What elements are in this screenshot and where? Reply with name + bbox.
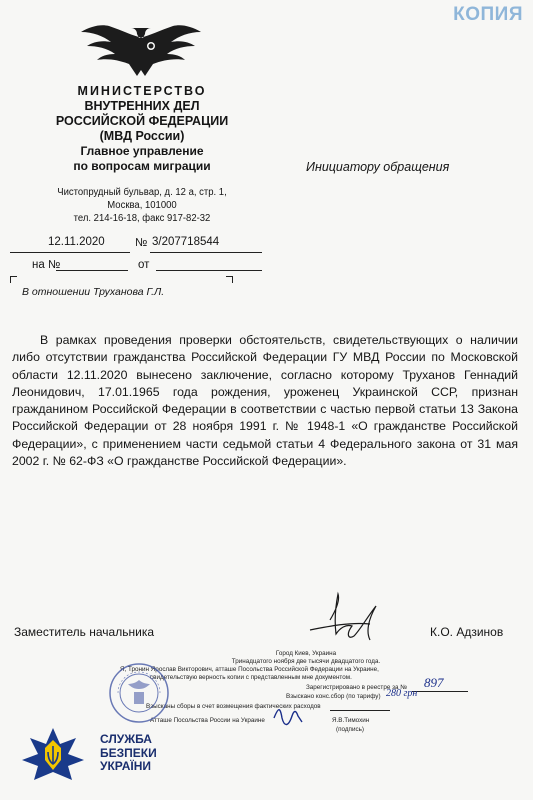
number-label: № [135,237,148,249]
eagle-emblem-icon [76,22,226,78]
document-number: 3/207718544 [152,236,220,248]
ministry-line: (МВД России) [99,129,185,143]
ministry-line: МИНИСТЕРСТВО [77,84,207,98]
reference-label: на № [32,259,61,271]
ministry-line: РОССИЙСКОЙ ФЕДЕРАЦИИ [55,114,229,128]
signatory-name: К.О. Адзинов [430,625,504,639]
sbu-line: УКРАЇНИ [100,759,152,773]
sbu-name [100,733,157,774]
address-phone: тел. 214-16-18, факс 917-82-32 [73,213,211,224]
cert-attache-name: Я.В.Тимохин [332,717,370,724]
cert-expenses: Взысканы сборы в счет возмещения фактических расходов [146,703,321,710]
department-line: Главное управление [80,144,204,158]
department-line: по вопросам миграции [73,159,211,173]
cert-signature-caption: (подпись) [336,726,364,733]
cert-attache: Я, Тронин Ярослав Викторович, атташе Посольства Российской Федерации на Украине, [120,666,379,673]
cert-registry-label: Зарегистрировано в реестре за № [306,684,407,691]
copy-watermark: КОПИЯ [453,4,523,25]
address-city: Москва, 101000 [107,200,177,211]
signature-icon [300,590,400,650]
cert-date: Тринадцатого ноября две тысячи двадцатого года. [231,658,381,665]
cert-registry-number: 897 [424,675,444,690]
ministry-line: ВНУТРЕННИХ ДЕЛ [84,99,200,113]
cert-fee-label: Взыскано конс.сбор (по тарифу) [286,693,381,700]
sbu-line: СЛУЖБА [100,732,152,746]
cert-city: Город Киев, Украина [275,650,337,657]
sbu-line: БЕЗПЕКИ [100,745,157,760]
address-street: Чистопрудный бульвар, д. 12 а, стр. 1, [57,187,227,198]
from-label: от [138,259,150,271]
cert-verification: свидетельствую верность копии с представленным мне документом. [150,674,352,681]
sbu-shield-icon [20,726,86,782]
attache-signature-icon [270,704,306,730]
document-date: 12.11.2020 [48,236,105,248]
cert-fee-value: 280 грн [386,688,418,699]
ministry-address [26,186,258,225]
letter-body: В рамках проведения проверки обстоятельств, свидетельствующих о наличии либо отсутствии гражданства Российской Федерации ГУ МВД России по Московской области 12.11.2020 вынесено заключение, согласно которому Труханов Геннадий Леонидович, 17.01.1965 года рождения, уроженец Украинской ССР, признан гражданином Российской Федерации в соответствии с частью первой статьи 13 Закона Российской Федерации от 28 ноября 1991 г. № 1948-1 «О гражданстве Российской Федерации», с применением части седьмой статьи 4 Федерального закона от 31 мая 2002 г. № 62-ФЗ «О гражданстве Российской Федерации». [12,333,518,469]
cert-attache-label: Атташе Посольства России на Украине [150,717,265,724]
ministry-header [20,84,264,174]
regarding-line: В отношении Труханова Г.Л. [22,286,165,298]
consular-seal-icon [108,662,170,724]
signatory-title: Заместитель начальника [14,625,155,639]
recipient: Инициатору обращения [306,160,450,174]
